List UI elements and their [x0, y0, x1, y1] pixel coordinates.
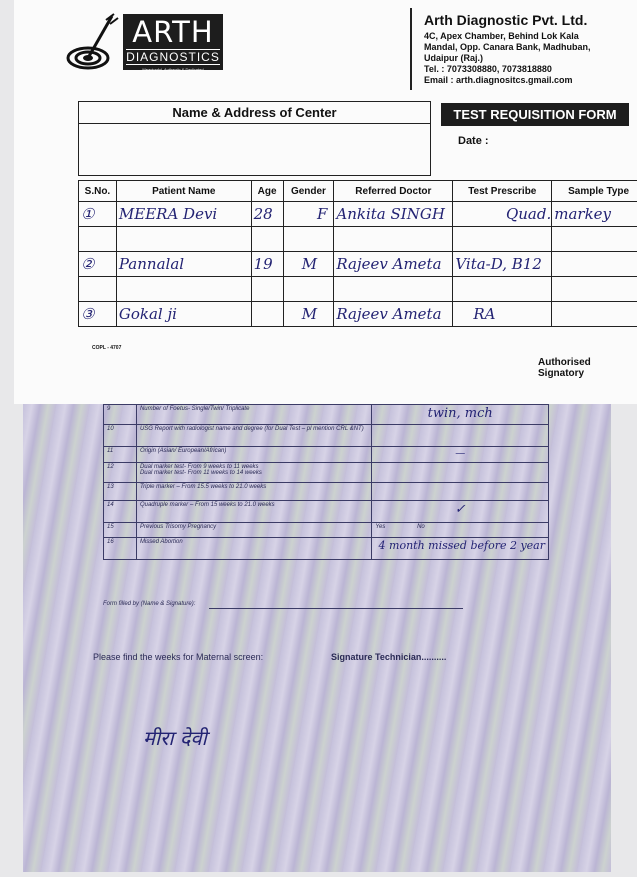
- table-row: [104, 405, 549, 425]
- filled-by-label: Form filled by (Name & Signature):: [103, 601, 196, 607]
- table-row: [104, 463, 549, 483]
- q-number: 16: [104, 538, 137, 560]
- logo-emblem-icon: [66, 12, 126, 70]
- table-row: [104, 538, 549, 560]
- copl-number: COPL - 4707: [92, 345, 122, 351]
- cell-test: Vita-D, B12: [453, 252, 552, 277]
- form-title: TEST REQUISITION FORM: [441, 103, 629, 126]
- cell-sno: ①: [79, 202, 117, 227]
- logo-title: ARTH: [132, 15, 214, 49]
- q-text: Missed Abortion: [136, 538, 371, 560]
- table-row: [104, 501, 549, 523]
- cell-doctor: [334, 227, 453, 252]
- q-answer: [372, 483, 549, 501]
- col-patient-name: Patient Name: [116, 181, 251, 202]
- cell-patient-name: [116, 227, 251, 252]
- table-row: [104, 483, 549, 501]
- authorised-signatory: Authorised Signatory: [538, 357, 591, 379]
- logo-tagline: Meaningful, Authentic & Dedicated: [142, 67, 204, 72]
- q-number: 11: [104, 447, 137, 463]
- weeks-note: Please find the weeks for Maternal screen:: [93, 652, 264, 662]
- q-number: 9: [104, 405, 137, 425]
- col-age: Age: [251, 181, 283, 202]
- cell-patient-name: Gokal ji: [116, 302, 251, 327]
- table-row: [104, 447, 549, 463]
- q-text: Quadruple marker – From 15 weeks to 21.0 weeks: [136, 501, 371, 523]
- company-name: Arth Diagnostic Pvt. Ltd.: [424, 12, 588, 28]
- cell-gender: M: [283, 302, 334, 327]
- col-gender: Gender: [283, 181, 334, 202]
- cell-sample: markey: [552, 202, 637, 227]
- q-answer: 4 month missed before 2 year: [372, 538, 549, 560]
- cell-patient-name: MEERA Devi: [116, 202, 251, 227]
- cell-patient-name: [116, 277, 251, 302]
- cell-age: 28: [251, 202, 283, 227]
- signature-technician: Signature Technician..........: [331, 652, 447, 662]
- col-sno: S.No.: [79, 181, 117, 202]
- col-sample-type: Sample Type: [552, 181, 637, 202]
- yes-option: Yes: [375, 524, 386, 530]
- q-text: Triple marker – From 15.5 weeks to 21.0 weeks: [136, 483, 371, 501]
- cell-test: RA: [453, 302, 552, 327]
- company-address: 4C, Apex Chamber, Behind Lok Kala Mandal, Opp. Canara Bank, Madhuban, Udaipur (Raj.) Tel. : 7073308880, 7073818880 Email : arth.diagnositcs.gmail.com: [424, 31, 591, 85]
- q-number: 10: [104, 425, 137, 447]
- cell-doctor: Ankita SINGH: [334, 202, 453, 227]
- cell-age: [251, 227, 283, 252]
- filled-by-line: [209, 608, 463, 609]
- questionnaire-table: [103, 404, 549, 560]
- center-box: [78, 101, 431, 176]
- header-divider: [410, 8, 412, 90]
- q-number: 12: [104, 463, 137, 483]
- cell-sno: ③: [79, 302, 117, 327]
- table-row: [79, 227, 637, 252]
- cell-sno: [79, 277, 117, 302]
- q-answer-yes-no: [372, 523, 549, 538]
- q-answer: [372, 425, 549, 447]
- center-title: Name & Address of Center: [79, 102, 430, 124]
- table-header-row: [79, 181, 637, 202]
- cell-gender: [283, 277, 334, 302]
- table-row: [79, 277, 637, 302]
- patient-signature: मीरा देवी: [143, 726, 207, 750]
- cell-patient-name: Pannalal: [116, 252, 251, 277]
- q-answer: [372, 463, 549, 483]
- cell-age: [251, 277, 283, 302]
- q-answer: —: [372, 447, 549, 463]
- q-number: 15: [104, 523, 137, 538]
- cell-test: [453, 227, 552, 252]
- q-number: 14: [104, 501, 137, 523]
- cell-age: [251, 302, 283, 327]
- table-row: [104, 425, 549, 447]
- cell-sample: [552, 227, 637, 252]
- cell-gender: M: [283, 252, 334, 277]
- maternal-screen-sheet: [23, 404, 611, 872]
- q-text: Number of Foetus- Single/Twin/ Triplicate: [136, 405, 371, 425]
- col-test-prescribe: Test Prescribe: [453, 181, 552, 202]
- q-number: 13: [104, 483, 137, 501]
- q-answer: twin, mch: [372, 405, 549, 425]
- table-row: [79, 202, 637, 227]
- cell-gender: F: [283, 202, 334, 227]
- cell-sno: [79, 227, 117, 252]
- cell-gender: [283, 227, 334, 252]
- cell-sample: [552, 252, 637, 277]
- logo-subtitle: DIAGNOSTICS: [126, 50, 220, 64]
- no-option: No: [417, 524, 425, 530]
- table-row: [79, 302, 637, 327]
- logo: [123, 14, 223, 70]
- q-text: Origin (Asian/ European/African): [136, 447, 371, 463]
- cell-doctor: [334, 277, 453, 302]
- q-text: Previous Trisomy Pregnancy: [136, 523, 371, 538]
- cell-sample: [552, 277, 637, 302]
- date-label: Date :: [458, 135, 489, 147]
- q-answer: ✓: [372, 501, 549, 523]
- cell-sample: [552, 302, 637, 327]
- cell-doctor: Rajeev Ameta: [334, 252, 453, 277]
- cell-doctor: Rajeev Ameta: [334, 302, 453, 327]
- patient-table: [78, 180, 637, 327]
- table-row: [79, 252, 637, 277]
- col-referred-doctor: Referred Doctor: [334, 181, 453, 202]
- requisition-sheet: [14, 0, 637, 404]
- q-text: USG Report with radiologist name and degree (for Dual Test – pl mention CRL &NT): [136, 425, 371, 447]
- cell-test: [453, 277, 552, 302]
- cell-test: Quad.: [453, 202, 552, 227]
- q-text: Dual marker test- From 9 weeks to 11 weeks Dual marker test- From 11 weeks to 14 weeks: [136, 463, 371, 483]
- table-row: [104, 523, 549, 538]
- cell-age: 19: [251, 252, 283, 277]
- cell-sno: ②: [79, 252, 117, 277]
